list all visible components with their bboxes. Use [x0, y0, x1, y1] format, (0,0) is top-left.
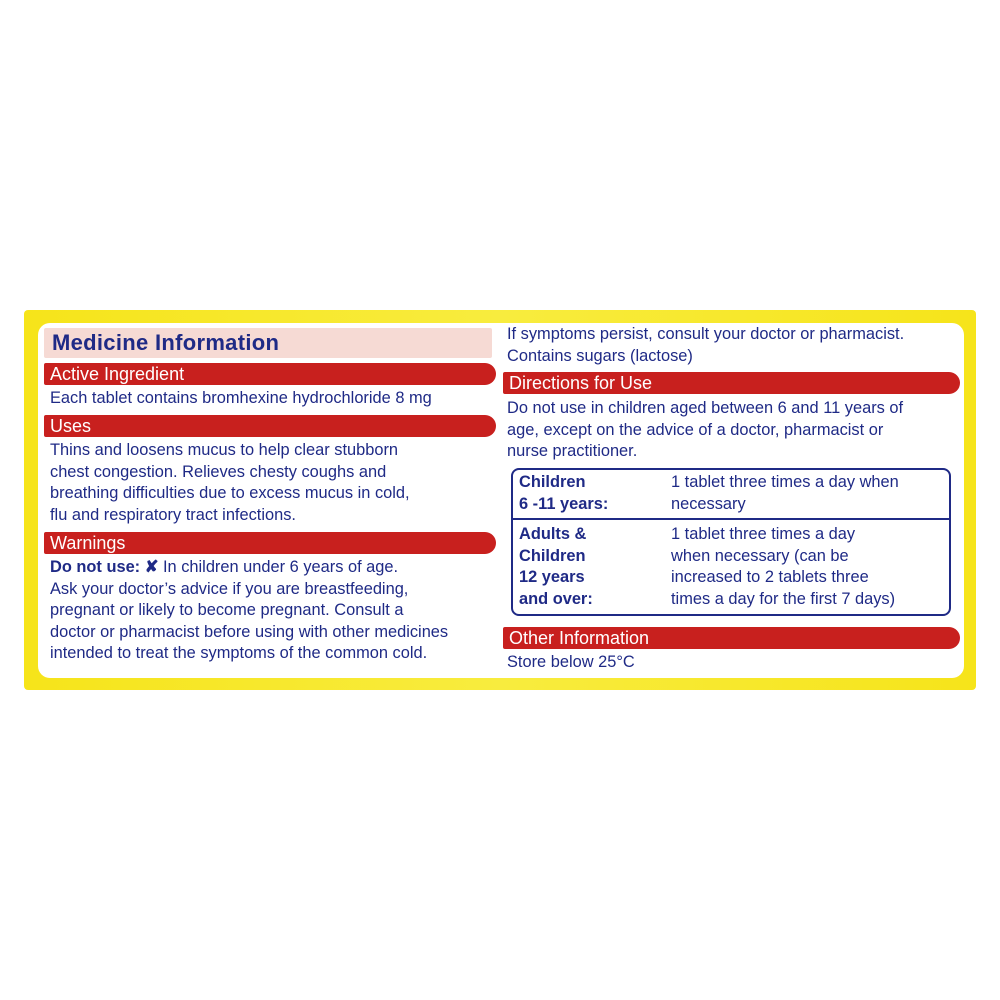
dosage-who-adults — [519, 524, 593, 610]
label-panel — [38, 323, 964, 678]
directions-line: Do not use in children aged between 6 and 11 years of — [507, 399, 904, 417]
dosage-line: necessary — [671, 494, 746, 513]
warnings-first-line-text: In children under 6 years of age. — [163, 558, 399, 576]
directions-line: nurse practitioner. — [507, 442, 638, 460]
dosage-who-line: and over: — [519, 589, 593, 608]
dosage-amount-adults — [671, 524, 895, 610]
uses-line: chest congestion. Relieves chesty coughs and — [50, 462, 387, 481]
uses-line: Thins and loosens mucus to help clear stubborn — [50, 441, 399, 459]
persist-line: If symptoms persist, consult your doctor or pharmacist. — [507, 325, 905, 343]
active-ingredient-text: Each tablet contains bromhexine hydrochloride 8 mg — [50, 389, 432, 407]
medicine-information-header — [44, 328, 492, 358]
uses-text — [50, 440, 490, 526]
dosage-table — [511, 468, 951, 616]
dosage-who-line: Children — [519, 546, 586, 565]
cross-icon: ✘ — [144, 558, 159, 576]
warnings-first-line — [50, 557, 498, 579]
dosage-who-line: 6 -11 years: — [519, 494, 609, 513]
persist-warning — [507, 324, 959, 367]
warnings-line: Ask your doctor’s advice if you are breastfeeding, — [50, 579, 409, 598]
directions-heading: Directions for Use — [503, 372, 960, 394]
other-information-heading: Other Information — [503, 627, 960, 649]
directions-line: age, except on the advice of a doctor, pharmacist or — [507, 420, 884, 439]
dosage-line: 1 tablet three times a day when — [671, 473, 899, 491]
dosage-who-children — [519, 472, 608, 515]
warnings-line: pregnant or likely to become pregnant. Consult a — [50, 601, 404, 619]
dosage-who-line: Adults & — [519, 525, 587, 543]
directions-text — [507, 398, 959, 463]
do-not-use-label: Do not use: — [50, 558, 141, 576]
warnings-line: doctor or pharmacist before using with other medicines — [50, 622, 449, 641]
dosage-line: when necessary (can be — [671, 546, 849, 565]
storage-text: Store below 25°C — [507, 653, 635, 671]
dosage-who-line: 12 years — [519, 568, 585, 586]
dosage-line: 1 tablet three times a day — [671, 525, 856, 543]
warnings-text — [50, 557, 498, 665]
dosage-amount-children — [671, 472, 899, 515]
medicine-label — [24, 310, 976, 690]
medicine-information-title: Medicine Information — [52, 330, 280, 355]
dosage-divider — [513, 518, 949, 520]
uses-line: flu and respiratory tract infections. — [50, 505, 296, 524]
dosage-who-line: Children — [519, 473, 586, 491]
active-ingredient-heading: Active Ingredient — [44, 363, 496, 385]
warnings-line: intended to treat the symptoms of the common cold. — [50, 644, 428, 662]
dosage-line: times a day for the first 7 days) — [671, 589, 896, 608]
uses-heading: Uses — [44, 415, 496, 437]
sugars-line: Contains sugars (lactose) — [507, 346, 693, 365]
uses-line: breathing difficulties due to excess mucus in cold, — [50, 484, 410, 502]
dosage-line: increased to 2 tablets three — [671, 568, 869, 586]
warnings-heading: Warnings — [44, 532, 496, 554]
